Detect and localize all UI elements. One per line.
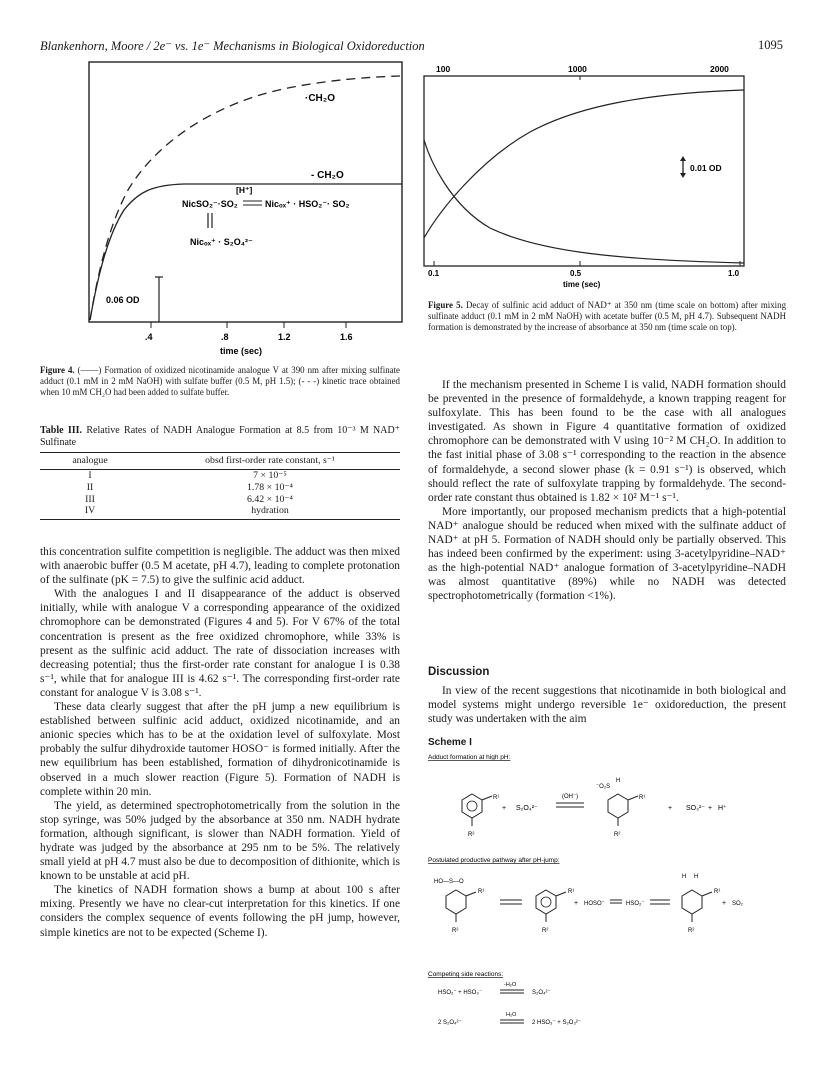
table-header: analogue bbox=[40, 453, 140, 470]
svg-text:R²: R² bbox=[452, 928, 459, 934]
svg-text:H⁺: H⁺ bbox=[718, 805, 727, 812]
paragraph: With the analogues I and II disappearance of the adduct is observed initially, while with analogue V a corresponding appearance of the oxidized chromophore can be demonstrated (Figures 4 and 5). For V 67% of the total concentration is present as the free oxidized chromophore, while 33% is present as the sulfinic acid adduct. The rate of dissociation increases with decreasing potential; thus the first-order rate constant for analogue I is 0.38 s⁻¹, while that for analogue III is 4.62 s⁻¹. The corresponding first-order rate constant for analogue V is 3.08 s⁻¹. bbox=[40, 588, 400, 699]
x-axis-label-5: time (sec) bbox=[563, 280, 601, 289]
x-tick-label: .4 bbox=[145, 332, 153, 342]
figure-4-caption: Figure 4. (——) Formation of oxidized nicotinamide analogue V at 390 nm after mixing sulfinate adduct (0.1 mM in 2 mM NaOH) with sulfate buffer (0.5 M, pH 1.5); (- - -) kinetic trace obtained when 10 mM CH₂O had been added to sulfate buffer. bbox=[40, 365, 400, 397]
bottom-tick-label: 1.0 bbox=[728, 269, 740, 278]
bottom-tick-label: 0.1 bbox=[428, 269, 440, 278]
scale-bar-label: 0.06 OD bbox=[106, 295, 140, 305]
side-reaction-2-left: 2 S₂O₄²⁻ bbox=[438, 1020, 462, 1026]
svg-text:R¹: R¹ bbox=[714, 889, 721, 895]
left-body-text bbox=[40, 545, 400, 940]
dihydropyridine-ring bbox=[608, 794, 638, 826]
paragraph: More importantly, our proposed mechanism predicts that a high-potential NAD⁺ analogue should be reduced when mixed with the sulfinate adduct of NAD⁺ at pH 5. Formation of NADH should only be partially observed. This has indeed been confirmed by the experiment: using 3-acetylpyridine–NAD⁺ as the high-potential NAD⁺ analogue formation of 3-acetylpyridine–NADH was almost quantitative (89%) while no NADH was detected spectrophotometrically (formation <1%). bbox=[428, 505, 786, 603]
label-ch2o: ·CH₂O bbox=[305, 93, 335, 104]
scheme-right: Nicₒₓ⁺ · HSO₂⁻· SO₂ bbox=[265, 199, 350, 209]
paragraph: If the mechanism presented in Scheme I is valid, NADH formation should be prevented in the presence of formaldehyde, a known trapping reagent for sulfoxylate. This has been found to be the case with all analogues investigated. As shown in Figure 4 quantitative formation of oxidized chromophore can be demonstrated with V using 10⁻² M CH₂O. In addition to the fast initial phase of 3.08 s⁻¹ corresponding to the reaction in the absence of formaldehyde, a second slower phase (k = 0.91 s⁻¹) is observed, which should reflect the rate of sulfoxylate trapping by formaldehyde. The second-order rate constant thus obtained is 1.82 × 10² M⁻¹ s⁻¹. bbox=[428, 379, 786, 504]
page-number: 1095 bbox=[758, 38, 783, 52]
svg-text:R²: R² bbox=[614, 832, 621, 838]
table-3 bbox=[40, 452, 400, 520]
table-cell: III bbox=[85, 493, 95, 505]
pyridinium-ring-2 bbox=[536, 890, 566, 922]
paragraph: These data clearly suggest that after the pH jump a new equilibrium is established between sulfinic acid adduct, oxidized nicotinamide, and an anionic species which has to be at the oxidation level of sulfoxylate. Most probably the sulfur dihydroxide tautomer HOSO⁻ is formed initially. After the new equilibrium has been established, formation of dihydronicotinamide is observed in a much slower reaction (Figure 5). Formation of NADH is complete within 20 min. bbox=[40, 701, 400, 798]
svg-text:+: + bbox=[722, 900, 727, 907]
side-reaction-1-right: S₂O₄²⁻ bbox=[532, 990, 551, 996]
svg-text:+: + bbox=[668, 805, 673, 812]
paragraph: The yield, as determined spectrophotometrically from the solution in the stop syringe, was 50% judged by the absorbance at 350 nm. NADH hydrate formation, although significant, is slower than NADH formation. Yield of hydrate was judged by the absorbance at 295 nm to be 5%. The relatively small yield at pH 4.7 must also be due to decomposition of dithionite, which is known to be unstable at acid pH. bbox=[40, 799, 400, 883]
scheme-left: NicSO₂⁻·SO₂ bbox=[182, 199, 238, 209]
pyridinium-ring bbox=[462, 794, 492, 826]
svg-text:H: H bbox=[616, 778, 621, 784]
bottom-tick-label: 0.5 bbox=[570, 269, 582, 278]
table-cell: II bbox=[86, 481, 94, 493]
svg-text:H: H bbox=[694, 874, 699, 880]
svg-text:HSO₂⁻: HSO₂⁻ bbox=[626, 901, 645, 907]
svg-text:R²: R² bbox=[688, 928, 695, 934]
table-cell: 6.42 × 10⁻⁴ bbox=[247, 493, 293, 505]
table-row bbox=[40, 494, 400, 506]
table-cell: IV bbox=[84, 505, 96, 517]
svg-text:HOSO⁻: HOSO⁻ bbox=[584, 901, 605, 907]
figure-5 bbox=[420, 60, 790, 292]
sulfinic-adduct-ring bbox=[446, 890, 476, 922]
scheme-bottom: Nicₒₓ⁺ · S₂O₄²⁻ bbox=[190, 237, 253, 247]
svg-text:H₂O: H₂O bbox=[506, 1012, 517, 1018]
curve-adduct-decay bbox=[424, 140, 744, 263]
x-tick-label: .8 bbox=[221, 332, 229, 342]
table-cell: I bbox=[88, 470, 92, 481]
table-row bbox=[40, 470, 400, 482]
x-axis-label: time (sec) bbox=[220, 346, 263, 356]
scale-bar-5-label: 0.01 OD bbox=[690, 163, 722, 173]
table-cell: 1.78 × 10⁻⁴ bbox=[247, 481, 293, 493]
label-no-ch2o: - CH₂O bbox=[311, 170, 344, 181]
discussion-text: In view of the recent suggestions that nicotinamide in both biological and model systems might undergo reversible 1e⁻ oxidoreduction, the present study was undertaken with the aim bbox=[428, 685, 786, 726]
svg-text:H: H bbox=[682, 874, 687, 880]
side-reaction-1-left: HSO₂⁻ + HSO₃⁻ bbox=[438, 990, 482, 996]
table-row bbox=[40, 505, 400, 517]
top-tick-label: 100 bbox=[436, 64, 451, 74]
section-productive-pathway: Postulated productive pathway after pH-jump: bbox=[428, 857, 560, 864]
x-tick-label: 1.2 bbox=[278, 332, 291, 342]
table-cell: hydration bbox=[251, 505, 289, 517]
svg-text:R²: R² bbox=[468, 832, 475, 838]
svg-text:R¹: R¹ bbox=[478, 889, 485, 895]
paragraph: this concentration sulfite competition is negligible. The adduct was then mixed with anaerobic buffer (0.5 M acetate, pH 4.7), leading to complete protonation of the sulfinate (pK = 7.5) to give the sulfinic acid adduct. bbox=[40, 546, 400, 587]
svg-text:R¹: R¹ bbox=[568, 889, 575, 895]
section-side-reactions: Competing side reactions: bbox=[428, 971, 504, 978]
figure-4 bbox=[88, 60, 406, 362]
svg-text:-H₂O: -H₂O bbox=[504, 982, 517, 988]
svg-text:R¹: R¹ bbox=[639, 795, 646, 801]
table-row bbox=[40, 482, 400, 494]
svg-text:R¹: R¹ bbox=[493, 795, 500, 801]
section-adduct-formation: Adduct formation at high pH: bbox=[428, 754, 511, 761]
table-3-title: Table III. Relative Rates of NADH Analogue Formation at 8.5 from 10⁻³ M NAD⁺ Sulfinate bbox=[40, 425, 400, 448]
nadh-ring bbox=[682, 890, 712, 922]
svg-text:HO—S—O: HO—S—O bbox=[434, 879, 464, 885]
discussion-heading: Discussion bbox=[428, 666, 490, 678]
svg-text:SO₂: SO₂ bbox=[732, 901, 743, 907]
x-ticks bbox=[145, 322, 353, 342]
svg-text:SO₃²⁻: SO₃²⁻ bbox=[686, 805, 705, 812]
dithionite: S₂O₄²⁻ bbox=[516, 805, 538, 812]
table-cell: 7 × 10⁻⁵ bbox=[253, 470, 287, 481]
scheme-1 bbox=[424, 750, 794, 1050]
paragraph: The kinetics of NADH formation shows a bump at about 100 s after mixing. Presently we have no clear-cut interpretation for this kinetics. If one considers the complex sequence of events following the pH jump, however, simple kinetics are not to be expected (Scheme I). bbox=[40, 884, 400, 939]
top-tick-label: 1000 bbox=[568, 64, 587, 74]
side-reaction-2-right: 2 HSO₃⁻ + S₂O₃²⁻ bbox=[532, 1020, 582, 1026]
svg-text:+: + bbox=[502, 805, 507, 812]
svg-text:R²: R² bbox=[542, 928, 549, 934]
scheme-catalyst: [H⁺] bbox=[236, 185, 253, 195]
svg-text:⁻O₂S: ⁻O₂S bbox=[596, 784, 611, 790]
top-tick-label: 2000 bbox=[710, 64, 729, 74]
figure-5-caption: Figure 5. Decay of sulfinic acid adduct of NAD⁺ at 350 nm (time scale on bottom) after mixing sulfinate adduct (0.1 mM in 2 mM NaOH) with acetate buffer (0.5 M, pH 4.7). Subsequent NADH formation is demonstrated by the increase of absorbance at 350 nm (time scale on top). bbox=[428, 300, 787, 332]
svg-text:(OH⁻): (OH⁻) bbox=[562, 794, 579, 800]
svg-text:+: + bbox=[708, 805, 713, 812]
x-tick-label: 1.6 bbox=[340, 332, 353, 342]
svg-text:+: + bbox=[574, 900, 579, 907]
running-title: Blankenhorn, Moore / 2e⁻ vs. 1e⁻ Mechanisms in Biological Oxidoreduction bbox=[40, 39, 425, 53]
right-body-text bbox=[428, 378, 786, 604]
table-header: obsd first-order rate constant, s⁻¹ bbox=[140, 453, 400, 470]
scheme-title: Scheme I bbox=[428, 737, 472, 748]
